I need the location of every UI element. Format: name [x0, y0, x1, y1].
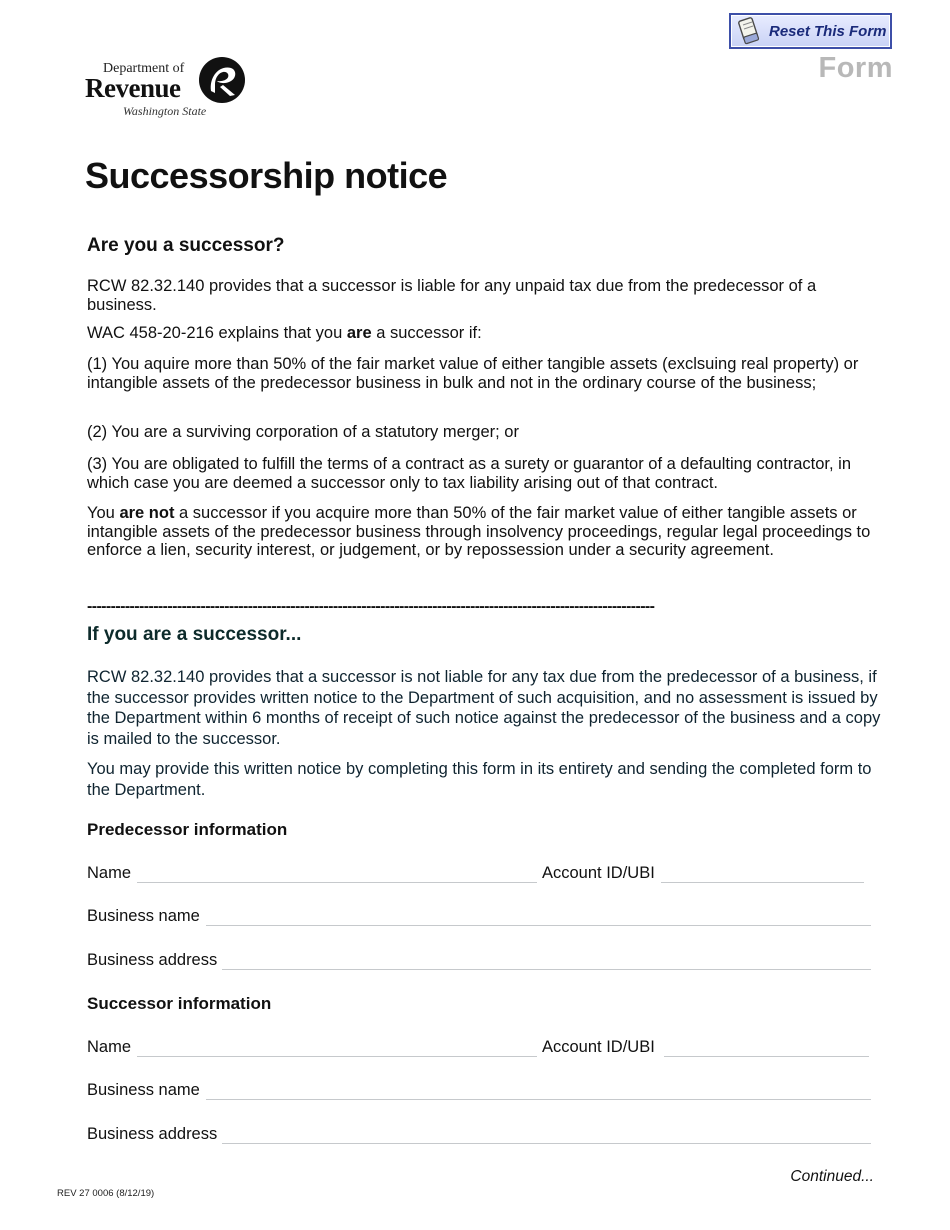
- dashed-divider: ------------------------------------------------------------------------------------------------------------------------: [87, 598, 655, 615]
- wac-text-bold: are: [346, 324, 372, 342]
- not-successor-after: a successor if you acquire more than 50% of the fair market value of either tangible assets or intangible assets of the predecessor business through insolvency proceedings, regular legal proceedings to enforce a lien, security interest, or judgement, or by repossession under a security agreement.: [87, 504, 871, 559]
- logo-line-department: Department of: [103, 61, 185, 76]
- successor-business-name-label: Business name: [87, 1081, 200, 1099]
- predecessor-name-label: Name: [87, 864, 132, 882]
- successor-name-label: Name: [87, 1038, 132, 1056]
- predecessor-business-address-label: Business address: [87, 951, 218, 969]
- predecessor-business-name-label: Business name: [87, 907, 200, 925]
- wac-text-before: WAC 458-20-216 explains that you: [87, 324, 347, 342]
- successor-business-address-label: Business address: [87, 1125, 218, 1143]
- predecessor-business-name-field[interactable]: [206, 904, 871, 926]
- predecessor-account-field[interactable]: [661, 861, 864, 883]
- successor-account-field[interactable]: [664, 1035, 869, 1057]
- list-item-condition-2: (2) You are a surviving corporation of a statutory merger; or: [87, 423, 519, 441]
- predecessor-heading: Predecessor information: [87, 820, 288, 839]
- paragraph-notice-rule: RCW 82.32.140 provides that a successor is not liable for any tax due from the predecessor of a business, if the successor provides written notice to the Department of such acquisition, and no assessment is issued by the Department within 6 months of receipt of such notice against the predecessor of the business and a copy is mailed to the successor.: [87, 668, 881, 748]
- reset-form-label: Reset This Form: [769, 22, 887, 40]
- section-heading-are-you-successor: Are you a successor?: [87, 235, 285, 256]
- form-label: Form: [818, 52, 893, 84]
- successor-account-label: Account ID/UBI: [542, 1038, 655, 1056]
- wac-text-after: a successor if:: [371, 324, 482, 342]
- logo-line-revenue: Revenue: [85, 73, 181, 103]
- predecessor-account-label: Account ID/UBI: [542, 864, 655, 882]
- reset-form-button[interactable]: [729, 13, 892, 49]
- paragraph-written-notice: You may provide this written notice by completing this form in its entirety and sending the completed form to the Department.: [87, 760, 872, 799]
- logo-line-state: Washington State: [123, 104, 207, 118]
- successor-business-address-field[interactable]: [222, 1122, 871, 1144]
- continued-note: Continued...: [790, 1168, 874, 1185]
- predecessor-name-field[interactable]: [137, 861, 537, 883]
- section-heading-if-successor: If you are a successor...: [87, 624, 302, 645]
- successor-business-name-field[interactable]: [206, 1078, 871, 1100]
- predecessor-business-address-field[interactable]: [222, 948, 871, 970]
- not-successor-before: You: [87, 504, 120, 522]
- not-successor-bold: are not: [119, 504, 175, 522]
- dor-logo: [85, 55, 255, 125]
- logo-swirl-icon: [197, 55, 247, 105]
- paragraph-liability: RCW 82.32.140 provides that a successor is liable for any unpaid tax due from the predecessor of a business.: [87, 277, 817, 314]
- successor-name-field[interactable]: [137, 1035, 537, 1057]
- page-title: Successorship notice: [85, 155, 448, 196]
- paragraph-not-successor: [87, 504, 877, 560]
- paragraph-wac: [87, 324, 877, 343]
- form-code: REV 27 0006 (8/12/19): [57, 1188, 155, 1199]
- list-item-condition-1: (1) You aquire more than 50% of the fair market value of either tangible assets (exclsuing real property) or intangible assets of the predecessor business in bulk and not in the ordinary course of the business;: [87, 355, 859, 392]
- successor-heading: Successor information: [87, 994, 272, 1013]
- list-item-condition-3: (3) You are obligated to fulfill the terms of a contract as a surety or guarantor of a defaulting contractor, in which case you are deemed a successor only to tax liability arising out of that contract.: [87, 455, 852, 492]
- eraser-icon: [735, 16, 765, 46]
